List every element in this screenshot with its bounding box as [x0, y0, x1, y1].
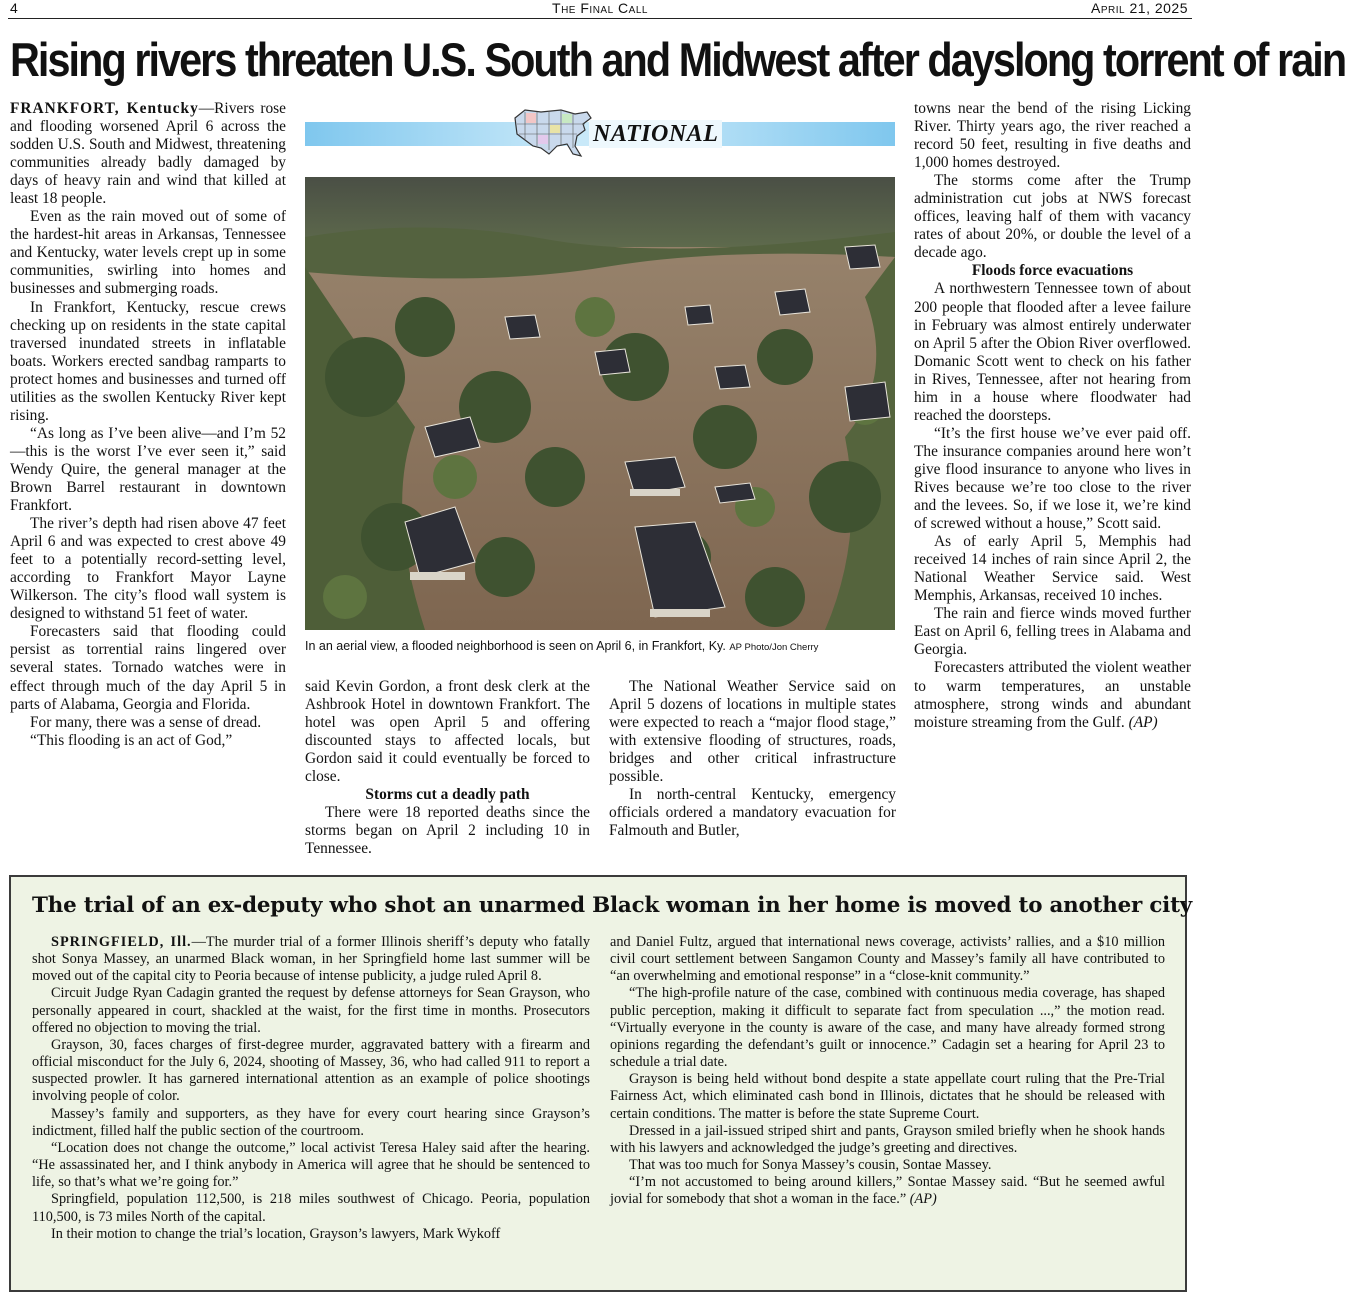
folio-rule	[8, 18, 1192, 19]
story-paragraph: In north-central Kentucky, emergency officials ordered a mandatory evacuation for Falmouth and Butler,	[609, 786, 896, 840]
caption-text: In an aerial view, a flooded neighborhood is seen on April 6, in Frankfort, Ky.	[305, 639, 726, 653]
subhead: Floods force evacuations	[971, 262, 1134, 280]
story-paragraph: Forecasters said that flooding could persist as torrential rains lingered over several states. Tornado watches were in effect through much of the day April 5 in parts of Alabama, Georgia and Florida.	[10, 623, 286, 713]
story-paragraph: The National Weather Service said on April 5 dozens of locations in multiple states were expected to reach a “major flood stage,” with extensive flooding of structures, roads, bridges and other critical infrastructure possible.	[609, 678, 896, 786]
story-paragraph: “Location does not change the outcome,” local activist Teresa Haley said after the hearing. “He assassinated her, and I think anybody in America will agree that he should be sentenced to life, so that’s what we’re going for.”	[32, 1139, 590, 1191]
story-paragraph: Dressed in a jail-issued striped shirt and pants, Grayson smiled briefly when he shook hands with his lawyers and acknowledged the judge’s greeting and directives.	[610, 1122, 1165, 1156]
story-paragraph: FRANKFORT, Kentucky—Rivers rose and flooding worsened April 6 across the sodden U.S. South and Midwest, threatening communities already badly damaged by days of heavy rain and wind that killed at least 18 people.	[10, 100, 286, 208]
story-paragraph: Grayson, 30, faces charges of first-degree murder, aggravated battery with a firearm and official misconduct for the July 6, 2024, shooting of Massey, 36, who had called 911 to report a suspected prowler. It has garnered international attention as an example of police shootings involving people of color.	[32, 1036, 590, 1105]
story-paragraph: Grayson is being held without bond despite a state appellate court ruling that the Pre-Trial Fairness Act, which eliminated cash bond in Illinois, dictates that he should be released with certain conditions. The matter is before the state Supreme Court.	[610, 1071, 1165, 1122]
story-paragraph: “This flooding is an act of God,”	[30, 731, 233, 749]
story-paragraph: “As long as I’ve been alive—and I’m 52—this is the worst I’ve ever seen it,” said Wendy Quire, the general manager at the Brown Barrel restaurant in downtown Frankfort.	[10, 424, 286, 515]
page-number: 4	[10, 0, 18, 16]
subhead: Storms cut a deadly path	[365, 786, 530, 804]
second-story-column-1	[32, 934, 590, 1279]
wire-credit: (AP)	[1128, 713, 1158, 731]
story-paragraph: “I’m not accustomed to being around killers,” Sontae Massey said. “But he seemed awful jovial for somebody that shot a woman in the face.” (AP)	[610, 1174, 1165, 1208]
story-paragraph: “It’s the first house we’ve ever paid off. The insurance companies around here won’t give flood insurance to anyone who lives in Rives because we’re too close to the river and the levees. So, if we lose it, we’re kind of screwed without a house,” Scott said.	[914, 424, 1191, 533]
flood-photo	[305, 177, 895, 630]
story-paragraph: Massey’s family and supporters, as they have for every court hearing since Grayson’s indictment, filled half the public section of the courtroom.	[32, 1105, 590, 1139]
dateline: SPRINGFIELD, Ill.	[51, 934, 192, 950]
story-paragraph: A northwestern Tennessee town of about 200 people that flooded after a levee failure in February was almost entirely underwater on April 5 after the Obion River overflowed. Domanic Scott went to check on his father in Rives, Tennessee, after not hearing from him in a house where floodwater had reached the doorsteps.	[914, 280, 1191, 424]
story-paragraph: Circuit Judge Ryan Cadagin granted the request by defense attorneys for Sean Grayson, who personally appeared in court, shackled at the waist, for the first time in months. Prosecutors offered no objection to moving the trial.	[32, 985, 590, 1036]
page-folio	[0, 0, 1200, 18]
second-story-column-2	[610, 934, 1165, 1279]
flood-photo-image	[305, 177, 895, 630]
story-paragraph: Even as the rain moved out of some of the hardest-hit areas in Arkansas, Tennessee and Kentucky, water levels crept up in some communities, swirling into homes and businesses and submerging roads.	[10, 208, 286, 298]
story-paragraph: Forecasters attributed the violent weather to warm temperatures, an unstable atmosphere, strong winds and abundant moisture streaming from the Gulf. (AP)	[914, 659, 1191, 731]
story-paragraph: In their motion to change the trial’s location, Grayson’s lawyers, Mark Wykoff	[51, 1225, 501, 1242]
publication-name: The Final Call	[552, 0, 648, 16]
story-paragraph: and Daniel Fultz, argued that international news coverage, activists’ rallies, and a $10 million civil court settlement between Sangamon County and Massey’s family all have contributed to “an overwhelming and emotional response” in a “close-knit community.”	[610, 934, 1165, 985]
photo-credit: AP Photo/Jon Cherry	[729, 642, 819, 653]
us-map-icon	[511, 104, 595, 160]
story-paragraph: That was too much for Sonya Massey’s cousin, Sontae Massey.	[629, 1157, 992, 1174]
story-paragraph: For many, there was a sense of dread.	[30, 713, 262, 731]
story-paragraph: said Kevin Gordon, a front desk clerk at the Ashbrook Hotel in downtown Frankfort. The hotel was open April 5 and offering discounted stays to affected locals, but Gordon said it could eventually be forced to close.	[305, 678, 590, 786]
story-paragraph: As of early April 5, Memphis had received 14 inches of rain since April 2, the National Weather Service said. West Memphis, Arkansas, received 10 inches.	[914, 533, 1191, 605]
story-paragraph: SPRINGFIELD, Ill.—The murder trial of a former Illinois sheriff’s deputy who fatally shot Sonya Massey, an unarmed Black woman, in her Springfield home last summer will be moved out of the capital city to Peoria because of intense publicity, a judge ruled April 8.	[32, 934, 590, 985]
photo-caption	[305, 636, 895, 656]
story-column-1	[10, 100, 286, 860]
section-banner	[305, 104, 895, 164]
story-paragraph: The river’s depth had risen above 47 feet April 6 and was expected to crest above 49 feet to a potentially record-setting level, according to Frankfort Mayor Layne Wilkerson. The city’s flood wall system is designed to withstand 51 feet of water.	[10, 515, 286, 623]
main-headline: Rising rivers threaten U.S. South and Midwest after dayslong torrent of rain	[10, 33, 1345, 86]
story-column-3	[609, 678, 896, 858]
issue-date: April 21, 2025	[1091, 0, 1188, 16]
story-paragraph: The rain and fierce winds moved further East on April 6, felling trees in Alabama and Georgia.	[914, 605, 1191, 659]
wire-credit: (AP)	[909, 1191, 937, 1208]
story-paragraph: In Frankfort, Kentucky, rescue crews checking up on residents in the state capital traversed inundated streets in inflatable boats. Workers erected sandbag ramparts to protect homes and businesses and turned off utilities as the swollen Kentucky River kept rising.	[10, 298, 286, 424]
story-paragraph: “The high-profile nature of the case, combined with continuous media coverage, has shaped public perception, making it difficult to separate fact from speculation ...,” the motion read. “Virtually everyone in the county is aware of the case, and many have already formed strong opinions regarding the defendant’s guilt or innocence.” Cadagin set a hearing for April 23 to schedule a trial date.	[610, 985, 1165, 1071]
story-paragraph: There were 18 reported deaths since the storms began on April 2 including 10 in Tennessee.	[305, 804, 590, 858]
second-story-headline: The trial of an ex-deputy who shot an unarmed Black woman in her home is moved to another city	[32, 893, 1193, 918]
dateline: FRANKFORT, Kentucky	[10, 100, 199, 117]
story-column-2	[305, 678, 590, 858]
story-paragraph: towns near the bend of the rising Licking River. Thirty years ago, the river reached a record 50 feet, resulting in five deaths and 1,000 homes destroyed.	[914, 100, 1191, 172]
section-label: NATIONAL	[589, 120, 722, 148]
story-column-4	[914, 100, 1191, 860]
story-paragraph: Springfield, population 112,500, is 218 miles southwest of Chicago. Peoria, population 110,500, is 73 miles North of the capital.	[32, 1191, 590, 1225]
story-paragraph: The storms come after the Trump administration cut jobs at NWS forecast offices, leaving half of them with vacancy rates of about 20%, or double the level of a decade ago.	[914, 172, 1191, 262]
